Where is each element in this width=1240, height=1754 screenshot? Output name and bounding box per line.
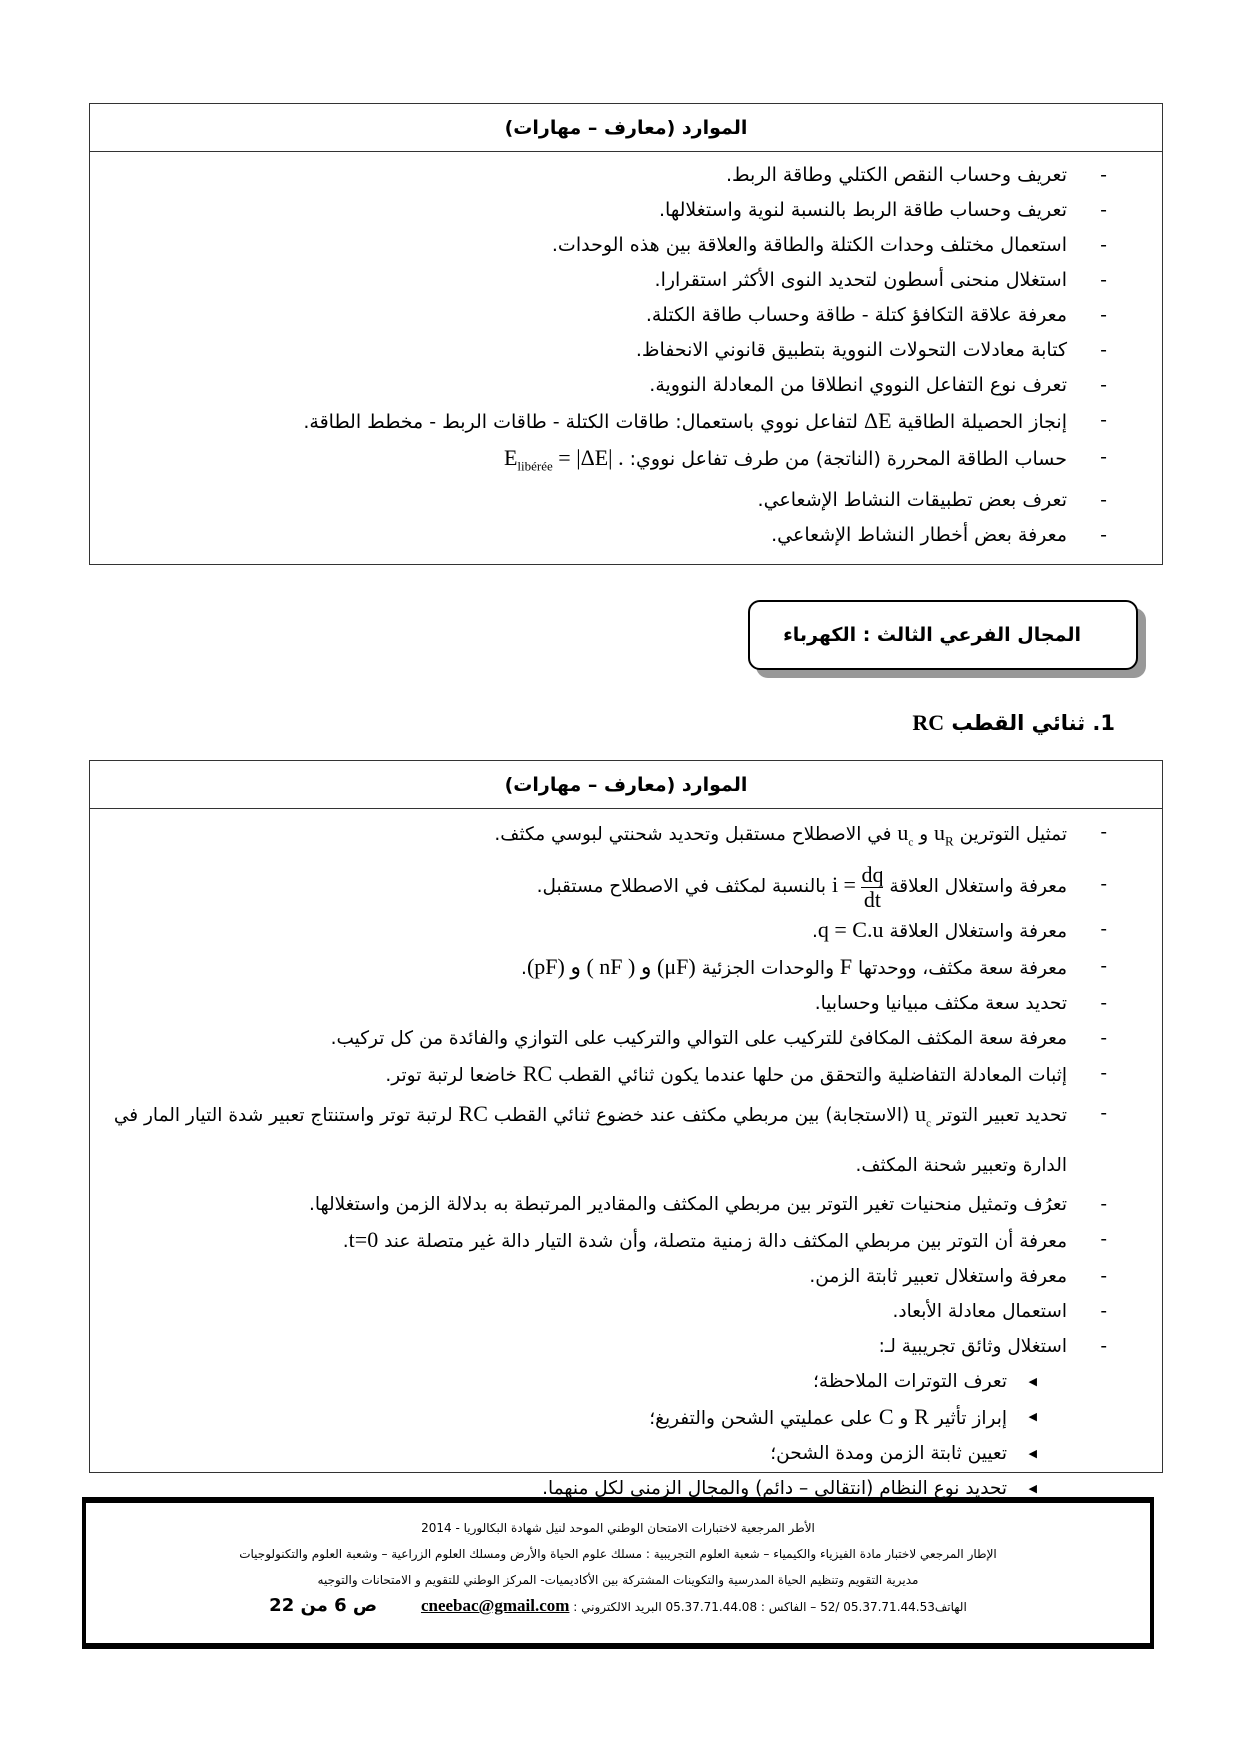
math-r: R [914, 1403, 929, 1429]
text: معرفة واستغلال العلاقة [889, 921, 1067, 943]
footer-line: الإطار المرجعي لاختبار مادة الفيزياء والكيمياء – شعبة العلوم التجريبية : مسلك علوم الحياة والأرض ومسلك العلوم الزراعية – وشعبة العلوم والتكنولوجيات [239, 1547, 997, 1561]
resources-list [90, 809, 1162, 1506]
list-item [110, 912, 1107, 949]
text: بالنسبة لمكثف في الاصطلاح مستقبل. [536, 876, 827, 898]
list-item [110, 440, 1107, 483]
list-item: - تعريف وحساب طاقة الربط بالنسبة لنوية واستغلالها. [110, 193, 1107, 228]
math-t0: t=0 [348, 1226, 379, 1252]
list-item: - معرفة علاقة التكافؤ كتلة - طاقة وحساب طاقة الكتلة. [110, 298, 1107, 333]
footer-contact [86, 1593, 1150, 1620]
resources-table-rc [89, 760, 1163, 1499]
math-subscript: c [908, 836, 914, 849]
math-subscript: libérée [517, 458, 553, 474]
math-symbol: u [915, 1101, 927, 1127]
math-units: (μF) و ( nF ) و (pF) [526, 954, 696, 980]
math-uc [915, 1101, 931, 1130]
list-item [110, 1093, 1107, 1186]
text: معرفة واستغلال العلاقة [889, 876, 1067, 898]
math-unit: F [839, 954, 853, 980]
text: إثبات المعادلة التفاضلية والتحقق من حلها عندما يكون ثنائي القطب [558, 1065, 1067, 1087]
list-item [110, 949, 1107, 986]
text: في الاصطلاح مستقبل وتحديد شحنتي لبوسي مكثف. [494, 824, 892, 845]
list-item [110, 1056, 1107, 1093]
resources-list [90, 152, 1162, 553]
list-item: - استعمال معادلة الأبعاد. [110, 1294, 1107, 1329]
list-item [110, 1222, 1107, 1259]
list-item: - استغلال منحنى أسطون لتحديد النوى الأكثر استقرارا. [110, 263, 1107, 298]
list-item [110, 403, 1107, 440]
list-item: - تعرف بعض تطبيقات النشاط الإشعاعي. [110, 483, 1107, 518]
text: . [342, 1230, 349, 1252]
page-number: ص 6 من 22 [269, 1595, 378, 1616]
section-math: RC [912, 710, 945, 735]
math-delta-e: ΔE [864, 408, 892, 433]
page-footer [82, 1497, 1154, 1649]
list-item: - معرفة بعض أخطار النشاط الإشعاعي. [110, 518, 1107, 553]
text: على عمليتي الشحن والتفريغ؛ [649, 1407, 873, 1429]
text: حساب الطاقة المحررة (الناتجة) من طرف تفاعل نووي: [629, 448, 1067, 470]
list-item: - تعريف وحساب النقص الكتلي وطاقة الربط. [110, 158, 1107, 193]
math-energy-formula [503, 445, 624, 474]
math-expression: = |ΔE| . [558, 445, 624, 470]
sub-list-item [110, 1399, 1107, 1436]
list-item: - استعمال مختلف وحدات الكتلة والطاقة والعلاقة بين هذه الوحدات. [110, 228, 1107, 263]
list-item: - تحديد سعة مكثف مبيانيا وحسابيا. [110, 986, 1107, 1021]
sub-list-item: ◀ تحديد نوع النظام (انتقالي – دائم) والمجال الزمني لكل منهما. [110, 1471, 1107, 1506]
text: والوحدات الجزئية [701, 958, 835, 980]
text: تحديد تعبير التوتر [936, 1105, 1067, 1127]
text: لرتبة توتر واستنتاج تعبير شدة التيار المار في الدارة وتعبير شحنة المكثف. [113, 1105, 1067, 1176]
math-rc: RC [458, 1101, 488, 1127]
math-symbol: u [934, 820, 946, 845]
math-fraction [861, 863, 883, 912]
math-lhs: i = [831, 872, 856, 898]
text: خاضعا لرتبة توتر. [385, 1065, 517, 1087]
math-subscript: c [926, 1117, 931, 1130]
resources-table-nuclear [89, 103, 1163, 565]
text: معرفة سعة مكثف، ووحدتها [858, 958, 1067, 980]
text: و [919, 824, 929, 845]
list-item [110, 815, 1107, 860]
text: إبراز تأثير [934, 1407, 1007, 1429]
list-item: - استغلال وثائق تجريبية لـ: [110, 1329, 1107, 1364]
table-header: الموارد (معارف – مهارات) [90, 761, 1162, 809]
math-current-formula [831, 861, 884, 912]
footer-line: الأطر المرجعية لاختبارات الامتحان الوطني الموحد لنيل شهادة البكالوريا - 2014 [421, 1521, 815, 1535]
math-symbol: E [503, 445, 518, 470]
math-c: C [878, 1403, 894, 1429]
list-item: - تعرف نوع التفاعل النووي انطلاقا من المعادلة النووية. [110, 368, 1107, 403]
text: . [521, 958, 527, 980]
text: (الاستجابة) بين مربطي مكثف عند خضوع ثنائي القطب [493, 1105, 910, 1127]
list-item: - معرفة سعة المكثف المكافئ للتركيب على التوالي والتركيب على التوازي والفائدة من كل تركيب. [110, 1021, 1107, 1056]
numerator: dq [861, 861, 884, 887]
list-item [110, 860, 1107, 912]
contact-info: الهاتف05.37.71.44.53 /52 – الفاكس : 05.37.71.44.08 البريد الالكتروني : [573, 1600, 967, 1614]
text: لتفاعل نووي باستعمال: طاقات الكتلة - طاقات الربط - مخطط الطاقة. [303, 411, 858, 433]
text: و [899, 1407, 909, 1429]
math-ur [934, 820, 954, 849]
math-charge-formula: q = C.u [817, 917, 884, 943]
denominator: dt [863, 886, 882, 912]
list-item: - تعرُف وتمثيل منحنيات تغير التوتر بين مربطي المكثف والمقادير المرتبطة به بدلالة الزمن واستغلالها. [110, 1187, 1107, 1222]
email-link[interactable]: cneebac@gmail.com [420, 1596, 570, 1615]
math-subscript: R [945, 833, 954, 849]
sub-list-item: ◀ تعيين ثابتة الزمن ومدة الشحن؛ [110, 1436, 1107, 1471]
section-heading [912, 710, 1115, 736]
math-symbol: u [897, 820, 909, 845]
sub-list-item: ◀ تعرف التوترات الملاحظة؛ [110, 1364, 1107, 1399]
footer-line: مديرية التقويم وتنظيم الحياة المدرسية والتكوينات المشتركة بين الأكاديميات- المركز الوطني للتقويم و الامتحانات والتوجيه [317, 1573, 919, 1587]
math-uc [897, 820, 914, 849]
subdomain-title-box: المجال الفرعي الثالث : الكهرباء [748, 600, 1138, 670]
text: . [811, 921, 818, 943]
text: معرفة أن التوتر بين مربطي المكثف دالة زمنية متصلة، وأن شدة التيار دالة غير متصلة عند [384, 1230, 1067, 1252]
math-rc: RC [522, 1061, 553, 1087]
list-item: - معرفة واستغلال تعبير ثابتة الزمن. [110, 1259, 1107, 1294]
list-item: - كتابة معادلات التحولات النووية بتطبيق قانوني الانحفاظ. [110, 333, 1107, 368]
table-header: الموارد (معارف – مهارات) [90, 104, 1162, 152]
section-number: 1. [1092, 711, 1115, 735]
text: إنجاز الحصيلة الطاقية [897, 411, 1067, 433]
text: تمثيل التوترين [959, 824, 1067, 845]
section-title: ثنائي القطب [951, 711, 1086, 735]
